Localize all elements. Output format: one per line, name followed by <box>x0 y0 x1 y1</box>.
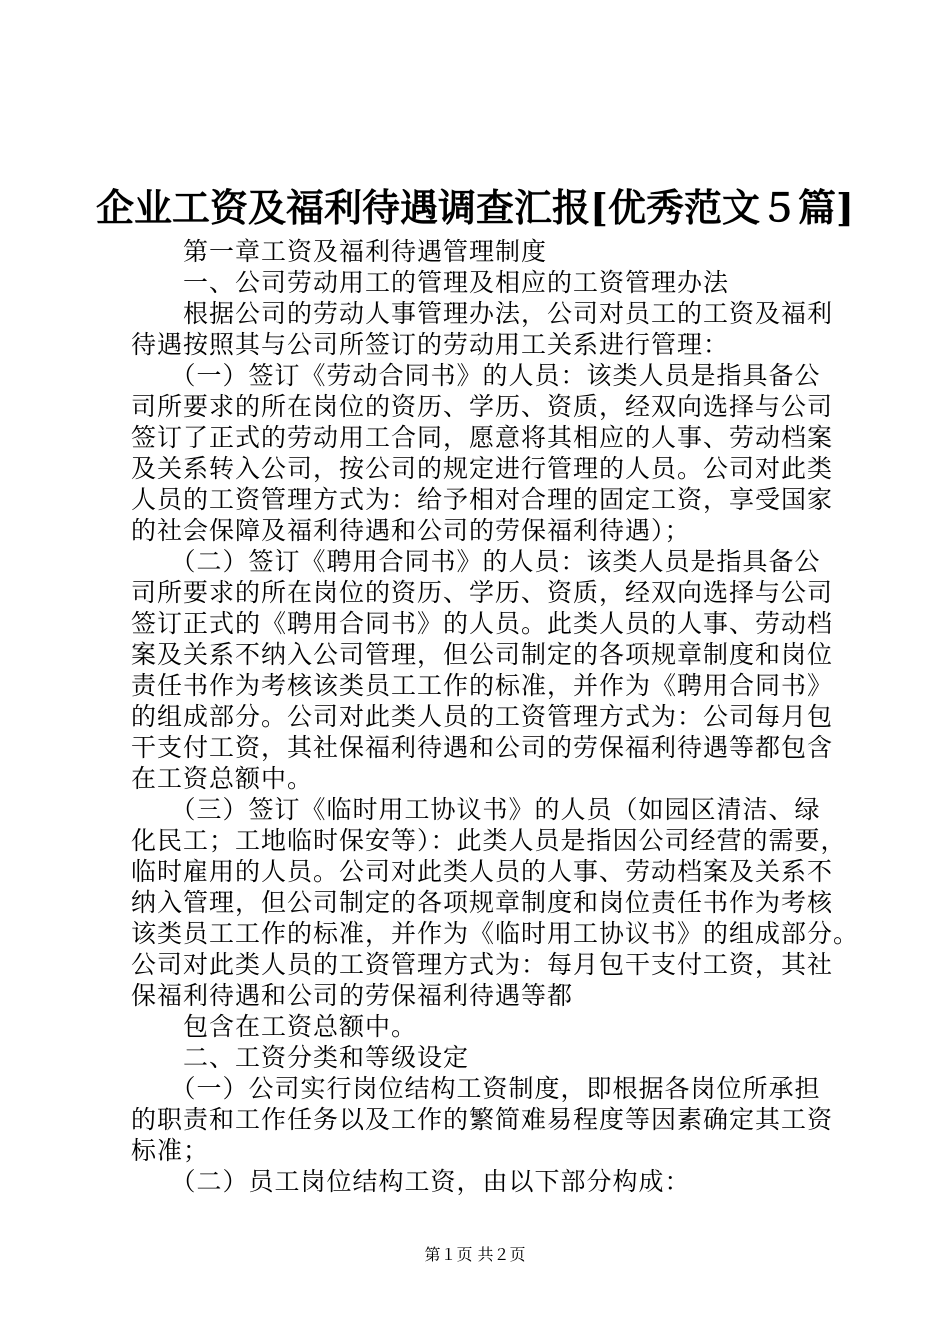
body-line: 责任书作为考核该类员工工作的标准，并作为《聘用合同书》 <box>131 671 834 700</box>
body-line: 在工资总额中。 <box>131 764 314 793</box>
body-line: 司所要求的所在岗位的资历、学历、资质，经双向选择与公司 <box>131 392 834 421</box>
body-line: 案及关系不纳入公司管理，但公司制定的各项规章制度和岗位 <box>131 640 834 669</box>
body-line: 二、工资分类和等级设定 <box>131 1043 470 1072</box>
body-line: 签订了正式的劳动用工合同，愿意将其相应的人事、劳动档案 <box>131 423 834 452</box>
body-line: 人员的工资管理方式为：给予相对合理的固定工资，享受国家 <box>131 485 834 514</box>
page-number-footer: 第１页 共２页 <box>424 1245 526 1264</box>
document-body <box>131 236 860 1197</box>
body-line: （三）签订《临时用工协议书》的人员（如园区清洁、绿 <box>131 795 821 824</box>
body-line: （一）公司实行岗位结构工资制度，即根据各岗位所承担 <box>131 1074 821 1103</box>
body-line: 化民工；工地临时保安等）：此类人员是指因公司经营的需要， <box>131 826 847 855</box>
body-line: 干支付工资，其社保福利待遇和公司的劳保福利待遇等都包含 <box>131 733 834 762</box>
document-title: 企业工资及福利待遇调查汇报[优秀范文５篇] <box>96 185 854 230</box>
body-line: 包含在工资总额中。 <box>131 1012 418 1041</box>
body-line: 临时雇用的人员。公司对此类人员的人事、劳动档案及关系不 <box>131 857 834 886</box>
body-line: 的组成部分。公司对此类人员的工资管理方式为：公司每月包 <box>131 702 834 731</box>
body-line: 签订正式的《聘用合同书》的人员。此类人员的人事、劳动档 <box>131 609 834 638</box>
body-line: （二）签订《聘用合同书》的人员：该类人员是指具备公 <box>131 547 821 576</box>
body-line: 纳入管理，但公司制定的各项规章制度和岗位责任书作为考核 <box>131 888 834 917</box>
body-line: 的社会保障及福利待遇和公司的劳保福利待遇）； <box>131 516 691 545</box>
body-line: 根据公司的劳动人事管理办法，公司对员工的工资及福利 <box>131 299 834 328</box>
body-line: 标准； <box>131 1136 210 1165</box>
body-line: 司所要求的所在岗位的资历、学历、资质，经双向选择与公司 <box>131 578 834 607</box>
body-line: 一、公司劳动用工的管理及相应的工资管理办法 <box>131 268 730 297</box>
body-line: （一）签订《劳动合同书》的人员：该类人员是指具备公 <box>131 361 821 390</box>
body-line: 公司对此类人员的工资管理方式为：每月包干支付工资，其社 <box>131 950 834 979</box>
body-line: 待遇按照其与公司所签订的劳动用工关系进行管理： <box>131 330 730 359</box>
body-line: 该类员工工作的标准，并作为《临时用工协议书》的组成部分。 <box>131 919 860 948</box>
body-line: （二）员工岗位结构工资，由以下部分构成： <box>131 1167 691 1196</box>
body-line: 第一章工资及福利待遇管理制度 <box>131 237 548 266</box>
body-line: 及关系转入公司，按公司的规定进行管理的人员。公司对此类 <box>131 454 834 483</box>
body-line: 保福利待遇和公司的劳保福利待遇等都 <box>131 981 574 1010</box>
body-line: 的职责和工作任务以及工作的繁简难易程度等因素确定其工资 <box>131 1105 834 1134</box>
